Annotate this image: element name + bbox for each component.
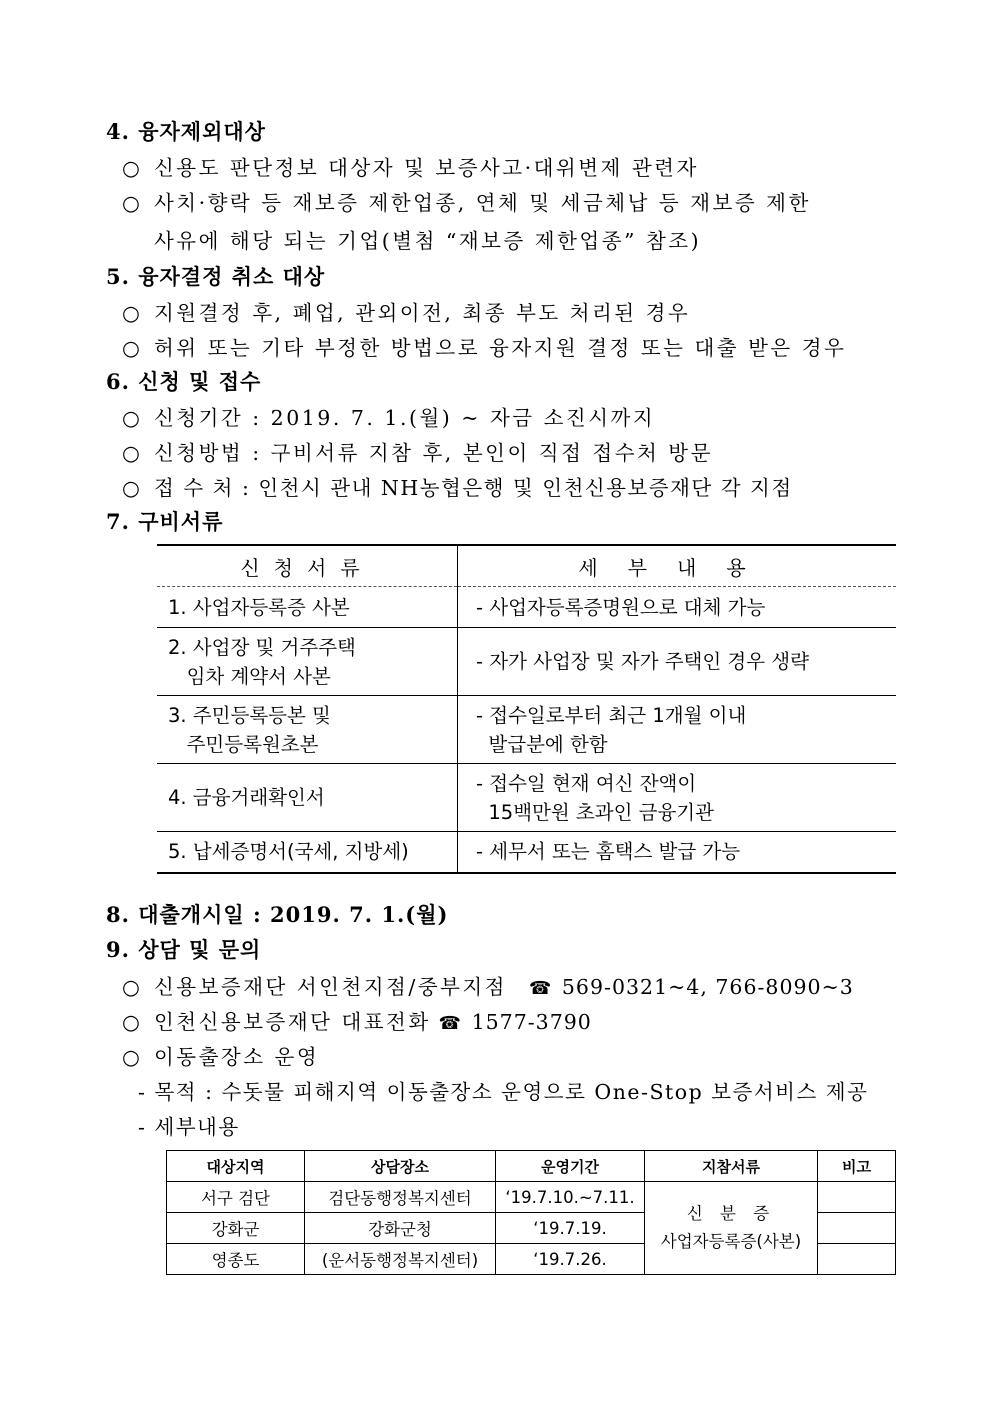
- section-9-item-2: [122, 1005, 592, 1035]
- documents-line-2: 사업자등록증(사본): [660, 1232, 802, 1251]
- table-header-row: [167, 1151, 896, 1182]
- section-9-item-3-text: 이동출장소 운영: [154, 1045, 320, 1069]
- table-row: [167, 1182, 896, 1213]
- section-4-item-1-text: 신용도 판단정보 대상자 및 보증사고·대위변제 관련자: [154, 156, 699, 180]
- documents-line-1: 신 분 증: [686, 1204, 776, 1223]
- place-cell: (운서동행정복지센터): [305, 1244, 496, 1275]
- section-4-heading: 4. 융자제외대상: [106, 119, 266, 144]
- column-header-remarks: 비고: [818, 1151, 896, 1182]
- table-row: [157, 628, 896, 696]
- column-header-details: 세부내용: [458, 545, 897, 587]
- circle-bullet-icon: ○: [122, 156, 140, 180]
- column-header-period: 운영기간: [496, 1151, 645, 1182]
- section-6-heading: 6. 신청 및 접수: [106, 369, 262, 394]
- phone-number: 569-0321~4, 766-8090~3: [561, 975, 854, 999]
- period-cell: ‘19.7.26.: [496, 1244, 645, 1275]
- circle-bullet-icon: ○: [122, 191, 140, 215]
- section-5-heading: 5. 융자결정 취소 대상: [106, 264, 326, 289]
- circle-bullet-icon: ○: [122, 476, 140, 500]
- section-6-item-2: [122, 436, 713, 466]
- circle-bullet-icon: ○: [122, 441, 140, 465]
- column-header-place: 상담장소: [305, 1151, 496, 1182]
- column-header-documents: 지참서류: [645, 1151, 818, 1182]
- document-cell: 1. 사업자등록증 사본: [157, 587, 458, 628]
- area-cell: 강화군: [167, 1213, 305, 1244]
- section-5-item-2: [122, 331, 846, 361]
- document-cell: 2. 사업장 및 거주주택 임차 계약서 사본: [157, 628, 458, 696]
- circle-bullet-icon: ○: [122, 975, 140, 999]
- table-row: [157, 764, 896, 832]
- section-5-item-1: [122, 296, 690, 326]
- section-4-item-2: [122, 186, 811, 216]
- document-cell: 3. 주민등록등본 및 주민등록원초본: [157, 696, 458, 764]
- section-6-item-2-text: 신청방법 : 구비서류 지참 후, 본인이 직접 접수처 방문: [154, 441, 713, 465]
- detail-cell: - 사업자등록증명원으로 대체 가능: [458, 587, 897, 628]
- section-4-item-2-continuation: 사유에 해당 되는 기업(별첨 “재보증 제한업종” 참조): [154, 229, 702, 253]
- document-cell: 5. 납세증명서(국세, 지방세): [157, 832, 458, 873]
- section-8-heading: 8. 대출개시일 : 2019. 7. 1.(월): [106, 902, 449, 927]
- telephone-icon: ☎: [528, 978, 554, 999]
- section-5-item-1-text: 지원결정 후, 폐업, 관외이전, 최종 부도 처리된 경우: [154, 301, 691, 325]
- section-6-item-1-text: 신청기간 : 2019. 7. 1.(월) ~ 자금 소진시까지: [154, 406, 656, 430]
- section-6-item-3: [122, 471, 793, 501]
- place-cell: 강화군청: [305, 1213, 496, 1244]
- section-9-purpose: - 목적 : 수돗물 피해지역 이동출장소 운영으로 One-Stop 보증서비스 제공: [138, 1080, 869, 1104]
- circle-bullet-icon: ○: [122, 406, 140, 430]
- section-9-item-1: [122, 970, 854, 1000]
- circle-bullet-icon: ○: [122, 301, 140, 325]
- section-9-item-2-text: 인천신용보증재단 대표전화: [154, 1010, 431, 1034]
- section-4-item-2-text: 사치·향락 등 재보증 제한업종, 연체 및 세금체납 등 재보증 제한: [154, 191, 811, 215]
- mobile-office-table: [166, 1150, 896, 1275]
- place-cell: 검단동행정복지센터: [305, 1182, 496, 1213]
- period-cell: ‘19.7.10.~7.11.: [496, 1182, 645, 1213]
- required-documents-table: [157, 544, 896, 874]
- detail-cell: - 세무서 또는 홈택스 발급 가능: [458, 832, 897, 873]
- area-cell: 서구 검단: [167, 1182, 305, 1213]
- section-4-item-1: [122, 151, 699, 181]
- section-9-heading: 9. 상담 및 문의: [106, 937, 262, 962]
- detail-cell: - 접수일로부터 최근 1개월 이내 발급분에 한함: [458, 696, 897, 764]
- section-6-item-1: [122, 401, 655, 431]
- circle-bullet-icon: ○: [122, 1010, 140, 1034]
- section-5-item-2-text: 허위 또는 기타 부정한 방법으로 융자지원 결정 또는 대출 받은 경우: [154, 336, 847, 360]
- table-row: [157, 587, 896, 628]
- column-header-documents: 신청서류: [157, 545, 458, 587]
- section-9-details-label: - 세부내용: [138, 1115, 240, 1139]
- table-row: [157, 696, 896, 764]
- remarks-cell: [818, 1182, 896, 1213]
- section-7-heading: 7. 구비서류: [106, 509, 224, 534]
- remarks-cell: [818, 1213, 896, 1244]
- section-9-item-1-text: 신용보증재단 서인천지점/중부지점: [154, 975, 507, 999]
- detail-cell: - 접수일 현재 여신 잔액이 15백만원 초과인 금융기관: [458, 764, 897, 832]
- area-cell: 영종도: [167, 1244, 305, 1275]
- phone-number: 1577-3790: [471, 1010, 592, 1034]
- documents-cell: [645, 1182, 818, 1275]
- circle-bullet-icon: ○: [122, 336, 140, 360]
- section-9-item-3: [122, 1040, 319, 1070]
- telephone-icon: ☎: [438, 1013, 464, 1034]
- period-cell: ‘19.7.19.: [496, 1213, 645, 1244]
- section-6-item-3-text: 접 수 처 : 인천시 관내 NH농협은행 및 인천신용보증재단 각 지점: [154, 476, 793, 500]
- table-row: [157, 832, 896, 873]
- remarks-cell: [818, 1244, 896, 1275]
- column-header-area: 대상지역: [167, 1151, 305, 1182]
- document-cell: 4. 금융거래확인서: [157, 764, 458, 832]
- circle-bullet-icon: ○: [122, 1045, 140, 1069]
- table-header-row: [157, 545, 896, 587]
- detail-cell: - 자가 사업장 및 자가 주택인 경우 생략: [458, 628, 897, 696]
